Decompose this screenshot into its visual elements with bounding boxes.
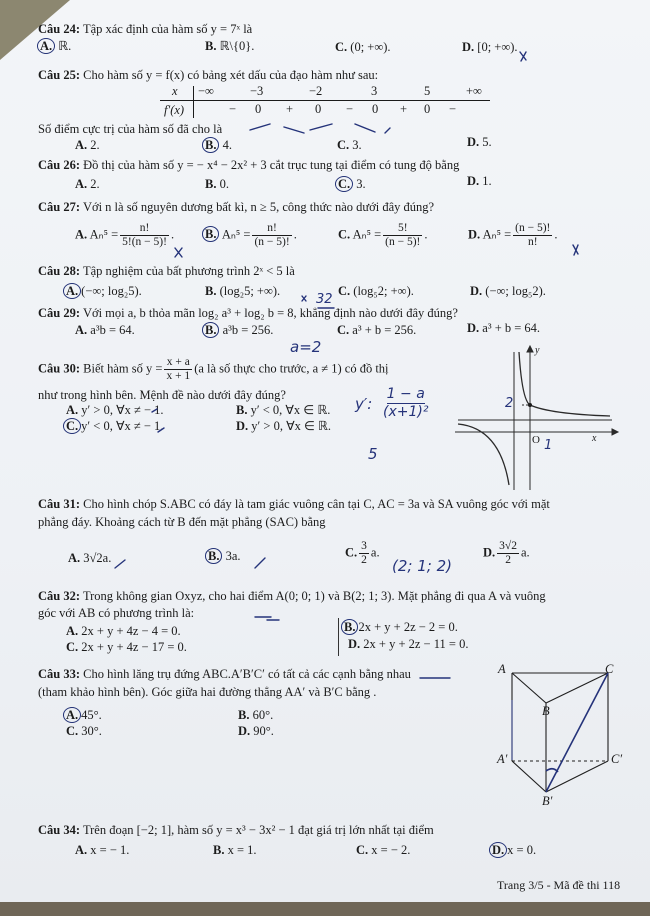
option-letter: B. [202,137,219,153]
table-x-label: x [172,84,178,98]
option-text: x = − 1. [90,843,130,857]
denominator: (n − 5)! [385,236,421,248]
check-mark-icon [152,409,157,412]
table-x-value: −3 [250,84,264,98]
q32-stem-line2: góc với AB có phương trình là: [38,606,195,620]
handwritten-numerator: 1 − a [386,386,425,402]
option-letter: C. [66,724,79,738]
option-letter: C. [338,227,351,242]
vertex-b-label: B [542,704,550,718]
option-letter: A. [68,551,81,565]
vertex-c1-label: C′ [611,752,623,766]
vertex-a1-label: A′ [497,752,508,766]
q30-text: (a là số thực cho trước, a ≠ 1) có đồ thị [194,361,389,376]
option-text: 2. [90,138,100,152]
option-letter: A. [75,843,88,857]
option-letter: A. [75,323,88,337]
option-letter: C. [337,138,350,152]
page-footer: Trang 3/5 - Mã đề thi 118 [497,878,621,892]
q30-text: Biết hàm số y = [83,361,163,376]
option-text: 3. [352,138,362,152]
graph-y-label: y [535,345,540,356]
option-letter: B. [236,403,248,417]
option-text: a³b = 64. [90,323,135,337]
option-letter: D. [467,174,480,188]
q30-stem-line2: như trong hình bên. Mệnh đề nào dưới đây đúng? [38,388,286,402]
option-text: 2. [90,177,100,191]
option-letter: B. [341,619,358,635]
q24-text: Tập xác định của hàm số y = 7ˣ là [82,22,253,36]
q34-label: Câu 34: [38,823,81,837]
option-text: ℝ\{0}. [219,39,255,53]
option-letter: B. [205,39,217,53]
q25-label: Câu 25: [38,68,81,82]
q24-label: Câu 24: [38,22,81,36]
denominator: 2 [361,554,367,566]
denominator: 2 [505,554,511,566]
option-letter: D. [489,842,507,858]
denominator: n! [527,236,538,248]
option-letter: B. [205,177,217,191]
option-text: 30°. [81,724,102,738]
option-text: Aₙ⁵ = [89,227,119,242]
q29-text: Với mọi a, b thỏa mãn log₂ a³ + log₂ b = 8, khẳng định nào dưới đây đúng? [82,306,458,320]
option-letter: C. [66,640,79,654]
option-text: 90°. [253,724,274,738]
option-text: y′ > 0, ∀x ∈ ℝ. [251,419,332,433]
graph-origin-label: O [532,434,540,446]
option-letter: A. [66,624,79,638]
option-text: y′ < 0, ∀x ≠ − 1. [81,419,164,433]
vertex-c-label: C [605,662,614,676]
table-sign: − [229,102,237,116]
option-letter: B. [238,708,250,722]
q25-text: Cho hàm số y = f(x) có bảng xét dấu của đạo hàm như sau: [83,68,379,82]
q27-label: Câu 27: [38,200,81,214]
table-sign: 0 [424,102,431,116]
option-text: 2x + y + 2z − 2 = 0. [358,620,458,634]
option-letter: D. [468,227,481,242]
denominator: x + 1 [166,370,191,382]
numerator: x + a [164,356,192,370]
q27-option-a: A. Aₙ⁵ = $\frac{n!}{5!(n - 5)!}$ . [75,222,175,248]
table-x-value: 3 [371,84,378,98]
handwritten-denominator: (x+1)² [383,404,429,420]
option-text: ℝ. [58,39,72,53]
option-text: y′ > 0, ∀x ≠ − 1. [81,403,164,417]
option-letter: C. [335,176,353,192]
check-mark-icon [115,560,125,568]
vertex-a-label: A [498,662,506,676]
q32-label: Câu 32: [38,589,81,603]
cross-mark-icon [573,245,578,255]
option-letter: A. [63,707,81,723]
option-text: 0. [219,177,229,191]
cross-mark-icon [302,296,306,301]
option-letter: D. [470,284,483,298]
handwritten-underline [255,617,279,620]
denominator: (n − 5)! [254,236,290,248]
option-letter: A. [66,403,79,417]
numerator: n! [120,222,169,236]
option-text: a³ + b = 64. [482,321,541,335]
handwritten-five: 5 [368,445,378,463]
table-sign: + [286,102,294,116]
q26-text: Đồ thị của hàm số y = − x⁴ − 2x² + 3 cắt trục tung tại điểm có tung độ bằng [83,158,460,172]
q27-option-d: D. Aₙ⁵ = $\frac{(n - 5)!}{n!}$ . [468,222,558,248]
option-text: Aₙ⁵ = [352,227,382,242]
option-letter: D. [348,637,361,651]
option-letter: A. [75,138,88,152]
option-text: (log₅2; +∞). [353,284,414,298]
option-text: 3a. [225,549,241,563]
q28-text: Tập nghiệm của bất phương trình 2ˣ < 5 là [82,264,295,278]
table-fprime-label: f′(x) [164,103,185,117]
option-letter: C. [337,323,350,337]
option-letter: C. [63,418,81,434]
q33-text: Cho hình lăng trụ đứng ABC.A′B′C′ có tất cả các cạnh bằng nhau [83,667,411,681]
option-text: 1. [482,174,492,188]
option-text: (log₂5; +∞). [219,284,281,298]
option-text: x = 0. [507,843,537,857]
table-sign: 0 [372,102,379,116]
option-letter: D. [483,545,496,560]
option-text: a. [370,545,380,560]
q31-label: Câu 31: [38,497,81,511]
q27-text: Với n là số nguyên dương bất kì, n ≥ 5, công thức nào dưới đây đúng? [82,200,435,214]
table-sign: 0 [315,102,322,116]
option-letter: A. [75,177,88,191]
q33-label: Câu 33: [38,667,81,681]
graph-y-tick: 2 [505,396,514,411]
q27-option-b: B. Aₙ⁵ = $\frac{n!}{(n - 5)!}$ . [205,222,297,249]
option-text: Aₙ⁵ = [482,227,512,242]
table-sign: + [400,102,408,116]
option-text: 4. [222,138,232,152]
option-letter: D. [236,419,249,433]
vertex-b1-label: B′ [542,794,553,808]
option-text: y′ < 0, ∀x ∈ ℝ. [250,403,331,417]
table-x-value: −∞ [198,84,214,98]
option-text: 5. [482,135,492,149]
option-text: 2x + y + 4z − 4 = 0. [81,624,181,638]
q32-text: Trong không gian Oxyz, cho hai điểm A(0; 0; 1) và B(2; 1; 3). Mặt phẳng đi qua A và vuông [82,589,546,603]
handwritten-32: 32 [316,292,333,307]
handwritten-a-equals-2: a=2 [290,338,322,356]
option-text: [0; +∞). [477,40,518,54]
table-sign: 0 [255,102,262,116]
q34-text: Trên đoạn [−2; 1], hàm số y = x³ − 3x² − 1 đạt giá trị lớn nhất tại điểm [82,823,434,837]
handwritten-yprime: y′: [355,395,373,413]
option-letter: B. [202,322,219,338]
option-text: (−∞; log₅2). [485,284,546,298]
option-letter: C. [338,284,351,298]
option-text: 45°. [81,708,102,722]
handwritten-point: (2; 1; 2) [392,557,452,575]
option-text: a³ + b = 256. [352,323,417,337]
check-mark-icon [255,558,265,568]
handwritten-arrows [250,124,390,133]
option-letter: D. [238,724,251,738]
option-letter: A. [37,38,55,54]
option-text: x = − 2. [371,843,411,857]
denominator: 5!(n − 5)! [122,236,167,248]
option-letter: A. [75,227,88,242]
option-letter: C. [345,545,358,560]
q25-question: Số điểm cực trị của hàm số đã cho là [38,122,223,136]
q31-stem-line2: phẳng đáy. Khoảng cách từ B đến mặt phẳng (SAC) bằng [38,515,326,529]
option-letter: B. [202,226,219,242]
option-text: 3. [356,177,366,191]
option-letter: D. [462,40,475,54]
option-text: 2x + y + 2z − 11 = 0. [363,637,469,651]
q29-label: Câu 29: [38,306,81,320]
q33-stem-line2: (tham khảo hình bên). Góc giữa hai đường thẳng AA′ và B′C bằng . [38,685,377,699]
numerator: 3 [361,540,367,552]
table-sign: − [346,102,354,116]
numerator: (n − 5)! [515,222,551,234]
option-text: x = 1. [227,843,257,857]
cross-mark-icon [175,248,182,257]
table-sign: − [449,102,457,116]
option-text: 2x + y + 4z − 17 = 0. [81,640,187,654]
option-text: Aₙ⁵ = [221,227,251,242]
q30-label: Câu 30: [38,361,81,376]
q27-option-c: C. Aₙ⁵ = $\frac{5!}{(n - 5)!}$ . [338,222,428,248]
table-x-value: +∞ [466,84,482,98]
table-x-value: −2 [309,84,323,98]
option-letter: C. [335,40,348,54]
option-text: (0; +∞). [350,40,391,54]
option-letter: D. [467,135,480,149]
option-text: a³b = 256. [222,323,274,337]
handwritten-subscript-1: 1 [544,438,553,453]
cross-mark-icon [520,52,526,61]
option-letter: D. [467,321,480,335]
q26-label: Câu 26: [38,158,81,172]
option-letter: C. [356,843,369,857]
table-x-value: 5 [424,84,431,98]
option-letter: B. [213,843,225,857]
q28-label: Câu 28: [38,264,81,278]
graph-x-label: x [592,433,597,444]
numerator: n! [252,222,291,236]
option-letter: B. [205,284,217,298]
option-text: 60°. [252,708,274,722]
option-text: 3√2a. [83,551,112,565]
option-text: (−∞; log₂5). [81,284,142,298]
numerator: 3√2 [499,540,517,552]
check-mark-icon [158,428,164,432]
q31-text: Cho hình chóp S.ABC có đáy là tam giác vuông cân tại C, AC = 3a và SA vuông góc với mặt [83,497,550,511]
numerator: 5! [383,222,422,236]
option-letter: A. [63,283,81,299]
option-text: a. [520,545,530,560]
option-letter: B. [205,548,222,564]
